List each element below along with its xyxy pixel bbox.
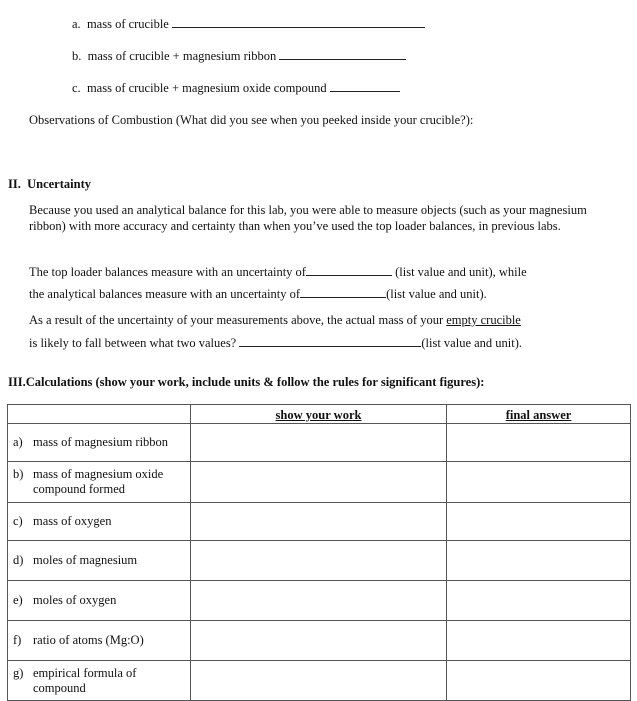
observations-prompt: Observations of Combustion (What did you see when you peeked inside your crucible?):: [29, 113, 474, 127]
table-header-row: [8, 405, 631, 424]
table-row: [8, 462, 631, 503]
answer-cell[interactable]: [447, 661, 631, 701]
line-text: (list value and unit).: [421, 336, 523, 350]
table-row: [8, 424, 631, 462]
line-text: is likely to fall between what two values?: [29, 336, 237, 350]
table-row: [8, 541, 631, 581]
data-item-a: [72, 15, 425, 32]
uncertainty-paragraph: Because you used an analytical balance for this lab, you were able to measure objects (such as your magnesium ribbon) with more accuracy and certainty than when you’ve used the top loader balances, in previous labs.: [29, 203, 587, 233]
row-label: f) ratio of atoms (Mg:O): [8, 621, 191, 661]
crucible-line: [29, 313, 521, 328]
answer-blank[interactable]: [172, 15, 425, 28]
answer-blank[interactable]: [330, 79, 400, 92]
section-heading-uncertainty: [8, 177, 91, 192]
work-cell[interactable]: [191, 424, 447, 462]
underlined-text: empty crucible: [446, 313, 521, 327]
answer-blank[interactable]: [239, 334, 421, 347]
analytical-line: [29, 285, 487, 302]
table-row: [8, 621, 631, 661]
row-label: a) mass of magnesium ribbon: [8, 424, 191, 462]
work-cell[interactable]: [191, 661, 447, 701]
work-cell[interactable]: [191, 581, 447, 621]
answer-blank[interactable]: [300, 285, 386, 298]
table-row: [8, 661, 631, 701]
answer-cell[interactable]: [447, 503, 631, 541]
data-item-b: [72, 47, 406, 64]
answer-cell[interactable]: [447, 621, 631, 661]
column-header-work: show your work: [191, 405, 447, 424]
answer-cell[interactable]: [447, 462, 631, 503]
row-label: g) empirical formula of compound: [8, 661, 191, 701]
answer-cell[interactable]: [447, 424, 631, 462]
work-cell[interactable]: [191, 541, 447, 581]
work-cell[interactable]: [191, 503, 447, 541]
column-header-answer: final answer: [447, 405, 631, 424]
section-numeral: II.: [8, 177, 21, 191]
section-title: Uncertainty: [27, 177, 91, 191]
row-label: e) moles of oxygen: [8, 581, 191, 621]
row-label: d) moles of magnesium: [8, 541, 191, 581]
row-label: c) mass of oxygen: [8, 503, 191, 541]
item-text: mass of crucible + magnesium oxide compound: [86, 81, 327, 95]
answer-cell[interactable]: [447, 541, 631, 581]
line-text: (list value and unit), while: [395, 265, 527, 279]
item-letter: c.: [72, 81, 81, 95]
answer-blank[interactable]: [306, 263, 392, 276]
answer-blank[interactable]: [279, 47, 406, 60]
answer-cell[interactable]: [447, 581, 631, 621]
top-loader-line: [29, 263, 527, 280]
calculations-heading: III.Calculations (show your work, include units & follow the rules for significant figures):: [8, 375, 485, 389]
item-letter: b.: [72, 49, 82, 63]
item-letter: a.: [72, 17, 81, 31]
line-text: The top loader balances measure with an uncertainty of: [29, 265, 306, 279]
empty-header-cell: [8, 405, 191, 424]
item-text: mass of crucible + magnesium ribbon: [87, 49, 277, 63]
row-label: b) mass of magnesium oxide compound formed: [8, 462, 191, 503]
work-cell[interactable]: [191, 621, 447, 661]
table-row: [8, 581, 631, 621]
line-text: (list value and unit).: [386, 287, 487, 301]
work-cell[interactable]: [191, 462, 447, 503]
line-text: As a result of the uncertainty of your measurements above, the actual mass of your: [29, 313, 444, 327]
line-text: the analytical balances measure with an uncertainty of: [29, 287, 301, 301]
calculations-table: [7, 404, 631, 701]
table-row: [8, 503, 631, 541]
item-text: mass of crucible: [86, 17, 169, 31]
data-item-c: [72, 79, 400, 96]
crucible-range-line: [29, 334, 522, 351]
